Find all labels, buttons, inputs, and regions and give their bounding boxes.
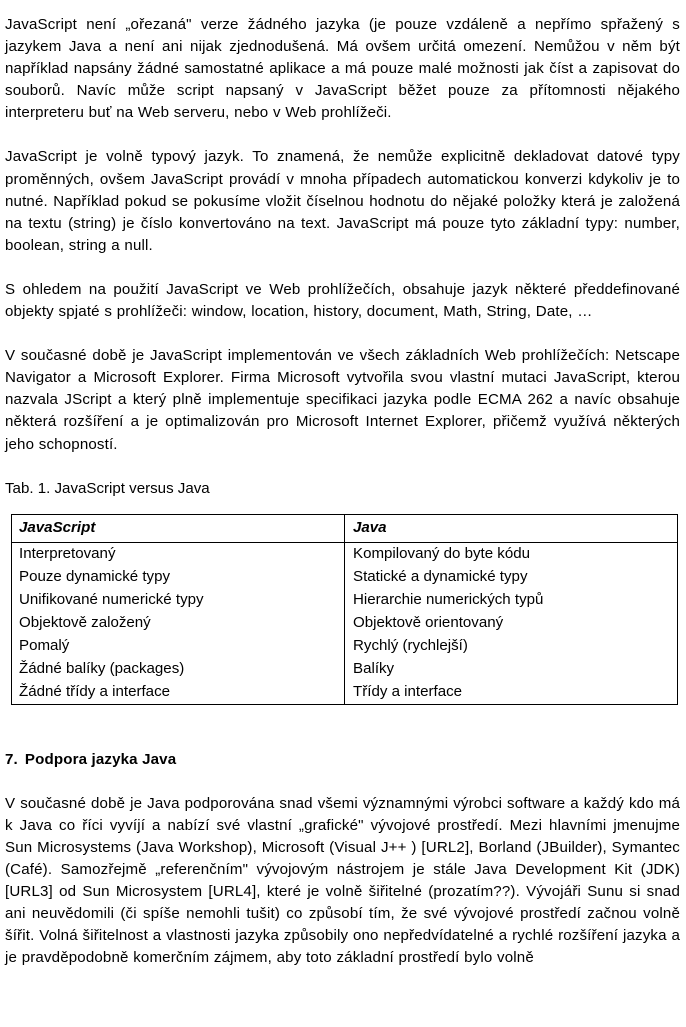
paragraph-gap: [5, 257, 680, 279]
table-cell-java: Balíky: [345, 658, 678, 681]
heading-paragraph-gap: [5, 771, 680, 793]
table-header-java: Java: [345, 514, 678, 542]
paragraph-gap: [5, 456, 680, 478]
table-row: [12, 635, 678, 658]
section-title: Podpora jazyka Java: [24, 750, 177, 768]
javascript-vs-java-table: [11, 514, 678, 705]
table-row: [12, 681, 678, 705]
table-caption: Tab. 1. JavaScript versus Java: [5, 479, 210, 497]
table-cell-js: Interpretovaný: [19, 545, 116, 563]
paragraph-browser-objects: S ohledem na použití JavaScript ve Web prohlížečích, obsahuje jazyk některé předdefinované objekty spjaté s prohlížeči: window, location, history, document, Math, String, Date, …: [5, 280, 680, 321]
table-row: [12, 658, 678, 681]
paragraph-java-support: V současné době je Java podporována snad všemi významnými výrobci software a každý kdo má k Java co říci vyvíjí a nabízí své vlastní „grafické" vývojové prostředí. Mezi hlavními jmenujme Sun Microsystems (Java Workshop), Microsoft (Visual J++ ) [URL2], Borland (JBuilder), Symantec (Café). Samozřejmě „referenčním" vývojovým nástrojem je stále Java Development Kit (JDK) [URL3] od Sun Microsystem [URL4], které je volně šiřitelné (prozatím??). Vývojáři Sunu si snad ani neuvědomili (či spíše nemohli tušit) co způsobí tím, že své vývojové prostředí začnou volně šířit. Volná šiřitelnost a vlastnosti jazyka způsobily ono nepředvídatelné a rychlé rozšíření jazyka a je pravděpodobně komerčním zájmem, aby toto základní prostředí bylo volně: [5, 794, 680, 967]
table-cell-js: Unifikované numerické typy: [19, 591, 204, 609]
table-cell-java: Rychlý (rychlejší): [345, 635, 678, 658]
section-heading-java-support: [5, 749, 680, 771]
table-cell-js: Pomalý: [19, 637, 70, 655]
table-row: [12, 566, 678, 589]
table-header-row: [12, 514, 678, 542]
caption-table-gap: [5, 500, 680, 514]
table-section-gap: [5, 705, 680, 749]
paragraph-implementations: V současné době je JavaScript implementován ve všech základních Web prohlížečích: Netscape Navigator a Microsoft Explorer. Firma Microsoft vytvořila svou vlastní mutaci JavaScript, kterou nazvala JScript a který plně implementuje specifikaci jazyka podle ECMA 262 a navíc obsahuje některá rozšíření a je optimalizován pro Microsoft Internet Explorer, přičemž využívá některých jeho schopností.: [5, 347, 680, 453]
table-cell-js: Žádné balíky (packages): [19, 660, 185, 678]
table-head: [12, 514, 678, 542]
paragraph-gap: [5, 323, 680, 345]
table-row: [12, 589, 678, 612]
table-cell-js: Žádné třídy a interface: [19, 683, 171, 701]
comparison-table-wrapper: [5, 514, 680, 705]
table-cell-js: Pouze dynamické typy: [19, 568, 171, 586]
top-spacer: [5, 0, 680, 14]
table-cell-js: Objektově založený: [19, 614, 151, 632]
table-cell-java: Třídy a interface: [345, 681, 678, 705]
table-row: [12, 612, 678, 635]
section-number: 7.: [5, 750, 18, 768]
table-header-javascript: JavaScript: [12, 514, 345, 542]
table-cell-java: Statické a dynamické typy: [345, 566, 678, 589]
paragraph-javascript-intro: JavaScript není „ořezaná" verze žádného jazyka (je pouze vzdáleně a nepřímo spřažený s jazykem Java a není ani nijak zjednodušená. Má ovšem určitá omezení. Nemůžou v něm být například napsány žádné samostatné aplikace a má pouze malé možnosti jak číst a zapisovat do souborů. Navíc může script napsaný v JavaScript běžet pouze za přítomnosti nějakého interpreteru buť na Web serveru, nebo v Web prohlížeči.: [5, 16, 680, 122]
table-row: [12, 542, 678, 566]
table-cell-java: Objektově orientovaný: [345, 612, 678, 635]
paragraph-gap: [5, 124, 680, 146]
paragraph-loose-typing: JavaScript je volně typový jazyk. To znamená, že nemůže explicitně dekladovat datové typy proměnných, ovšem JavaScript provádí v mnoha případech automatickou konverzi kdykoliv je to nutné. Například pokud se pokusíme vložit číselnou hodnotu do nějaké položky která je založená na textu (string) je číslo konvertováno na text. JavaScript má pouze tyto základní typy: number, boolean, string a null.: [5, 148, 680, 254]
table-body: [12, 542, 678, 704]
table-cell-java: Hierarchie numerických typů: [345, 589, 678, 612]
table-cell-java: Kompilovaný do byte kódu: [345, 542, 678, 566]
